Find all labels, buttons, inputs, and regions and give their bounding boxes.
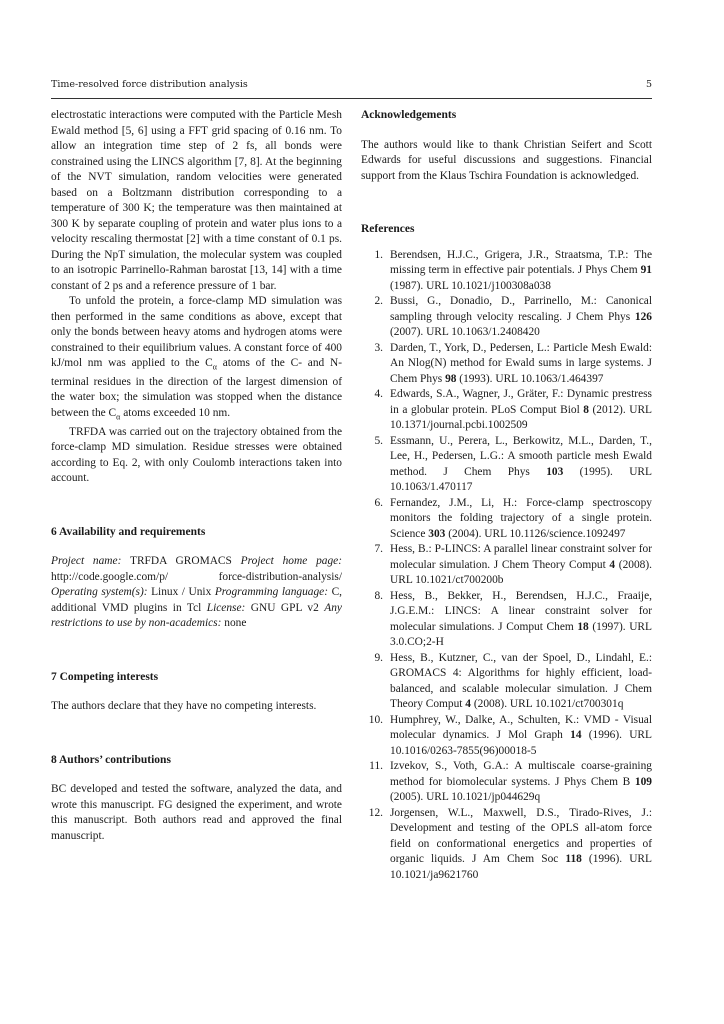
left-column bbox=[51, 108, 342, 844]
section-8-heading: 8 Authors’ contributions bbox=[51, 753, 171, 766]
running-header bbox=[51, 79, 652, 95]
reference-item bbox=[361, 651, 652, 713]
section-7-heading: 7 Competing interests bbox=[51, 670, 159, 683]
reference-item bbox=[361, 341, 652, 388]
reference-number: 3. bbox=[374, 341, 383, 354]
reference-text: Hess, B., Bekker, H., Berendsen, H.J.C., Fraaije, J.G.E.M.: LINCS: A linear constraint solver for molecular simulations. J Comput Chem 18 (1997). URL 3.0.CO;2-H bbox=[390, 589, 652, 648]
reference-item bbox=[361, 713, 652, 760]
reference-number: 2. bbox=[374, 295, 383, 307]
acknowledgements-heading: Acknowledgements bbox=[361, 109, 457, 121]
reference-number: 9. bbox=[374, 651, 383, 664]
methods-paragraph-3: TRFDA was carried out on the trajectory obtained from the force-clamp MD simulation. Residue stresses were obtained according to Eq. 2, with only Coulomb interactions taken into account. bbox=[51, 425, 342, 485]
acknowledgements-paragraph: The authors would like to thank Christian Seifert and Scott Edwards for useful discussions and suggestions. Financial support from the Klaus Tschira Foundation is acknowledged. bbox=[361, 138, 652, 182]
reference-text: Jorgensen, W.L., Maxwell, D.S., Tirado-Rives, J.: Development and testing of the OPLS all-atom force field on conformational energetics and properties of organic liquids. J Am Chem Soc 118 (1996). URL 10.1021/ja9621760 bbox=[390, 806, 652, 881]
methods-paragraph-1: electrostatic interactions were computed with the Particle Mesh Ewald method [5, 6] using a FFT grid spacing of 0.16 nm. To allow an integration time step of 2 fs, all bonds were constrained using the LINCS algorithm [7, 8]. At the beginning of the NVT simulation, random velocities were generated based on a Boltzmann distribution corresponding to a temperature of 300 K; the temperature was then maintained at 300 K by separate coupling of protein and water plus ions to a velocity rescaling thermostat [2] with a time constant of 0.1 ps. During the NpT simulation, the molecular system was coupled to an isotropic Parrinello-Rahman barostat [13, 14] with a time constant of 2 ps and a reference pressure of 1 bar. bbox=[51, 109, 342, 292]
reference-number: 1. bbox=[374, 248, 383, 261]
page-number: 5 bbox=[645, 79, 652, 90]
reference-number: 5. bbox=[374, 434, 383, 447]
section-6-heading: 6 Availability and requirements bbox=[51, 525, 206, 538]
contributions-paragraph: BC developed and tested the software, analyzed the data, and wrote this manuscript. FG designed the experiment, and wrote this manuscript. Both authors read and approved the final manuscript. bbox=[51, 783, 342, 842]
right-column bbox=[361, 108, 652, 883]
reference-number: 12. bbox=[368, 806, 383, 819]
competing-interests-paragraph: The authors declare that they have no competing interests. bbox=[51, 700, 317, 713]
running-title: Time-resolved force distribution analysis bbox=[51, 79, 248, 90]
reference-text: Hess, B.: P-LINCS: A parallel linear constraint solver for molecular simulation. J Chem Theory Comput 4 (2008). URL 10.1021/ct700200b bbox=[390, 543, 652, 586]
reference-item bbox=[361, 542, 652, 589]
reference-item bbox=[361, 806, 652, 884]
reference-number: 8. bbox=[374, 589, 383, 602]
reference-text: Berendsen, H.J.C., Grigera, J.R., Straatsma, T.P.: The missing term in effective pair potentials. J Phys Chem 91 (1987). URL 10.1021/j100308a038 bbox=[390, 248, 652, 292]
reference-list bbox=[361, 248, 652, 884]
reference-text: Bussi, G., Donadio, D., Parrinello, M.: Canonical sampling through velocity rescaling. J Chem Phys 126 (2007). URL 10.1063/1.2408420 bbox=[390, 295, 652, 338]
reference-text: Edwards, S.A., Wagner, J., Gräter, F.: Dynamic prestress in a globular protein. PLoS Comput Biol 8 (2012). URL 10.1371/journal.pcbi.1002509 bbox=[390, 388, 652, 431]
reference-item bbox=[361, 759, 652, 806]
reference-text: Izvekov, S., Voth, G.A.: A multiscale coarse-graining method for biomolecular systems. J Phys Chem B 109 (2005). URL 10.1021/jp044629q bbox=[390, 760, 652, 803]
reference-text: Hess, B., Kutzner, C., van der Spoel, D., Lindahl, E.: GROMACS 4: Algorithms for highly efficient, load-balanced, and scalable molecular simulation. J Chem Theory Comput 4 (2008). URL 10.1021/ct700301q bbox=[390, 651, 652, 710]
reference-item bbox=[361, 387, 652, 434]
references-heading: References bbox=[361, 223, 415, 235]
reference-number: 4. bbox=[374, 388, 383, 400]
reference-item bbox=[361, 434, 652, 496]
reference-text: Essmann, U., Perera, L., Berkowitz, M.L., Darden, T., Lee, H., Pedersen, L.G.: A smooth particle mesh Ewald method. J Chem Phys 103 (1995). URL 10.1063/1.470117 bbox=[390, 434, 652, 493]
availability-paragraph: Project name: TRFDA GROMACS Project home page: http://code.google.com/p/ force-distribution-analysis/ Operating system(s): Linux / Unix Programming language: C, additional VMD plugins in Tcl License: GNU GPL v2 Any restrictions to use by non-academics: none bbox=[51, 555, 343, 630]
methods-paragraph-2: To unfold the protein, a force-clamp MD simulation was then performed in the same conditions as above, except that only the bonds between heavy atoms and hydrogen atoms were constrained to their equilibrium values. A constant force of 400 kJ/mol nm was applied to the $C_\alpha$ atoms of the C- and N-terminal residues in the direction of the largest dimension of the water box; the simulation was stopped when the distance between the $C_\alpha$ atoms exceeded 10 nm. bbox=[51, 295, 342, 422]
reference-number: 11. bbox=[369, 760, 383, 772]
reference-item bbox=[361, 294, 652, 341]
reference-text: Fernandez, J.M., Li, H.: Force-clamp spectroscopy monitors the folding trajectory of a single protein. Science 303 (2004). URL 10.1126/science.1092497 bbox=[390, 496, 652, 540]
reference-item bbox=[361, 589, 652, 651]
reference-number: 7. bbox=[374, 543, 383, 555]
header-rule bbox=[51, 98, 652, 99]
reference-item bbox=[361, 496, 652, 543]
reference-text: Humphrey, W., Dalke, A., Schulten, K.: VMD - Visual molecular dynamics. J Mol Graph 14 (1996). URL 10.1016/0263-7855(96)00018-5 bbox=[390, 713, 652, 757]
reference-text: Darden, T., York, D., Pedersen, L.: Particle Mesh Ewald: An Nlog(N) method for Ewald sums in large systems. J Chem Phys 98 (1993). URL 10.1063/1.464397 bbox=[390, 341, 652, 385]
reference-number: 6. bbox=[374, 496, 383, 509]
reference-number: 10. bbox=[368, 713, 383, 726]
reference-item bbox=[361, 248, 652, 295]
